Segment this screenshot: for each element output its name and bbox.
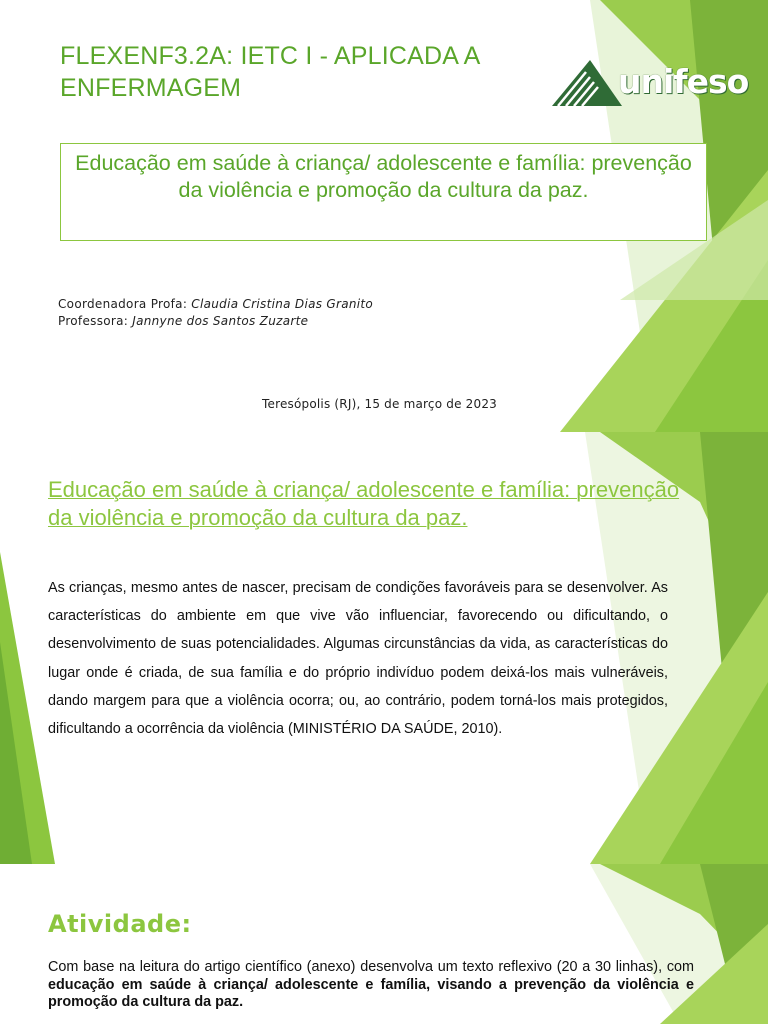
unifeso-mountain-icon	[552, 58, 622, 108]
activity-text-bold: educação em saúde à criança/ adolescente e família, visando a prevenção da violência e promoção da cultura da paz.	[48, 976, 694, 1010]
slide-1	[0, 0, 768, 432]
coordinator-name: Claudia Cristina Dias Granito	[191, 297, 374, 311]
section-heading: Educação em saúde à criança/ adolescente e família: prevenção da violência e promoção da cultura da paz.	[48, 477, 680, 530]
body-paragraph: As crianças, mesmo antes de nascer, precisam de condições favoráveis para se desenvolver. As características do ambiente em que vive vão influenciar, favorecendo ou dificultando, o desenvolvimento de suas potencialidades. Algumas circunstâncias da vida, as características do lugar onde é criada, de sua família e do próprio indivíduo podem deixá-los mais vulneráveis, dando margem para que a violência ocorra; ou, ao contrário, podem torná-los mais protegidos, dificultando a ocorrência da violência (MINISTÉRIO DA SAÚDE, 2010).	[48, 580, 668, 738]
coordinator-line	[58, 296, 373, 313]
professor-name: Jannyne dos Santos Zuzarte	[132, 314, 309, 328]
place-date: Teresópolis (RJ), 15 de março de 2023	[262, 397, 498, 411]
activity-text-plain: Com base na leitura do artigo científico (anexo) desenvolva um texto reflexivo (20 a 30 linhas), com	[48, 959, 694, 975]
subtitle-box	[60, 143, 707, 241]
slide-3	[0, 864, 768, 1024]
activity-title: Atividade:	[48, 910, 192, 938]
logo-wordmark: unifeso	[618, 62, 749, 101]
professor-line	[58, 313, 373, 330]
professor-label: Professora:	[58, 314, 129, 328]
presentation-subtitle: Educação em saúde à criança/ adolescente e família: prevenção da violência e promoção da cultura da paz.	[75, 151, 692, 202]
activity-instructions	[48, 959, 694, 1012]
slide-2	[0, 432, 768, 864]
coordinator-label: Coordenadora Profa:	[58, 297, 188, 311]
unifeso-logo	[552, 58, 749, 108]
course-title: FLEXENF3.2A: IETC I - APLICADA A ENFERMAGEM	[60, 42, 480, 102]
credits	[58, 296, 373, 330]
